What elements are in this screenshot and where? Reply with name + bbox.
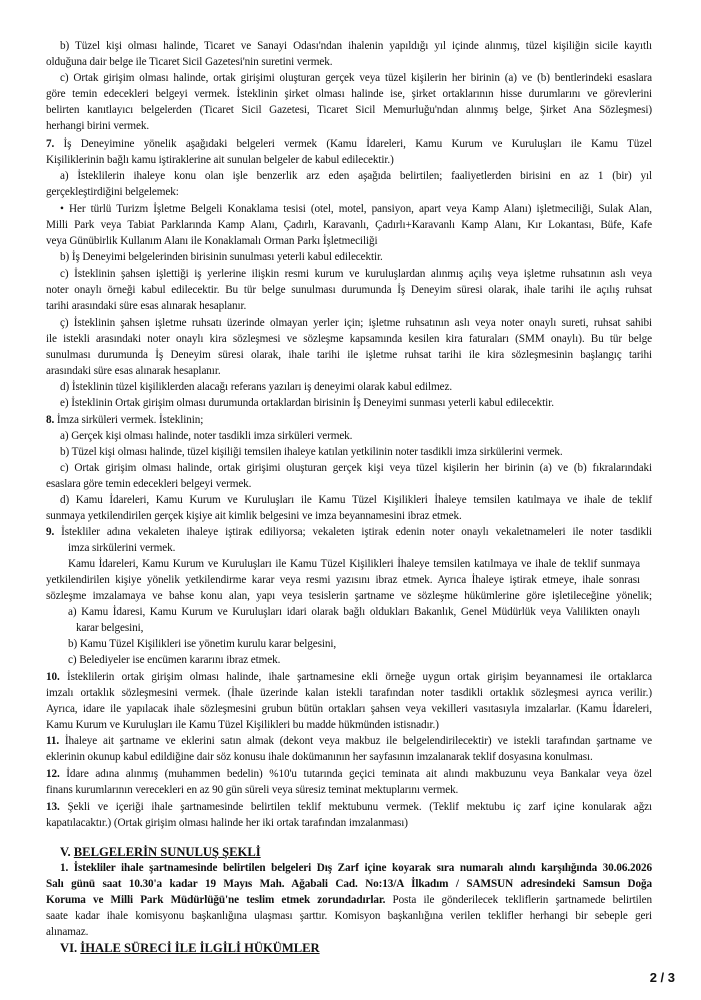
text-line [60,494,652,507]
bold-text: 9. [46,526,62,538]
section-heading-tender-process [60,941,320,956]
bold-text: Salı günü saat 10.30'a kadar 19 Mayıs Mah. Ağabali Cad. No:13/A İlkadım / SAMSUN adresindeki Samsun Doğa [46,878,652,890]
text-line [46,784,458,797]
text-line [46,910,652,923]
text: esaslara göre temin edecekleri belgeyi vermek. [46,478,252,490]
text-line [60,862,652,875]
text: b) İş Deneyimi belgelerinden birisinin sunulması yeterli kabul edilecektir. [60,251,383,263]
text: saate kadar ihale komisyonu başkanlığına ulaşması şarttır. Komisyon başkanlığına verilen teklifler herhangi bir sebeple geri [46,910,652,922]
text-line [46,414,203,427]
text: arasındaki süre esas alınarak hesaplanır. [46,365,221,377]
text-line [60,170,652,183]
text: Posta ile gönderilecek tekliflerin şartnamede belirtilen [392,894,652,906]
text: a) Kamu İdaresi, Kamu Kurum ve Kuruluşları idari olarak bağlı oldukları Bakanlık, Genel Müdürlük veya Valilikten onaylı [68,606,640,618]
text: karar belgesini, [76,622,144,634]
text-line [46,138,652,151]
bold-text: 11. [46,735,65,747]
text-line [46,120,149,133]
text: d) Kamu İdareleri, Kamu Kurum ve Kuruluşları ile Kamu Tüzel Kişilikleri İhaleye temsilen katılmaya ve ihale de teklif [60,494,652,506]
text: imzalı ortaklık sözleşmesini vermek. (İhale üzerinde kalan istekli tarafından noter tasdikli ortaklık sözleşmesi ayrıca verilir.) [46,687,652,699]
text-line [46,719,439,732]
text: alınamaz. [46,926,89,938]
bold-text: İstekliler ihale şartnamesinde belirtilen belgeleri Dış Zarf içine koyarak sıra numaralı alındı karşılığında 30.06.2026 [73,862,653,874]
text-line [46,104,652,117]
text-line [46,687,652,700]
page-number: 2 / 3 [649,970,675,985]
text-line [60,381,452,394]
bold-text: 1. [60,862,74,874]
text-line [46,333,652,346]
text-line [68,542,175,555]
text: ç) İsteklinin şahsen işletme ruhsatı üzerinde olmayan yerler için; işletme ruhsatının aslı veya noter onaylı sureti, ruhsat sahibi [60,317,652,329]
section-title: BELGELERİN SUNULUŞ ŞEKLİ [73,845,261,859]
text-line [46,671,652,684]
text-line [46,478,251,491]
text-line [46,284,652,297]
text: • Her türlü Turizm İşletme Belgeli Konaklama tesisi (otel, motel, pansiyon, apart veya Kamp Alanı) işletmeciliği, Sulak Alan, [60,203,652,215]
text: c) Belediyeler ise encümen kararını ibraz etmek. [68,654,281,666]
text: herhangi birini vermek. [46,120,150,132]
text-line [60,397,554,410]
text: ile istekli arasındaki noter onaylı kira sözleşmesi ve sözleşme kapsamında kesilen kira faturaları (SMM onaylı). Bu tür belge [46,333,652,345]
text: İsteklilerin ortak girişim olması halinde, ihale şartnamesine ekli örneğe uygun ortak girişim beyannamesi ile ortaklarca [67,671,652,683]
text-line [46,510,462,523]
section-title: İHALE SÜRECİ İLE İLGİLİ HÜKÜMLER [80,941,320,955]
text: belirten kanıtlayıcı belgelerden (Ticaret Sicil Gazetesi, Ticaret Sicil Memurluğu'ndan alınmış belge, Şirket Ana Sözleşmesi) [46,104,652,116]
text: İstekliler adına vekaleten ihaleye iştirak ediliyorsa; vekaleten iştirak edenin noter onaylı vekaletnameleri ile noter tasdikli [61,526,652,538]
text-line [68,654,280,667]
section-number: V. [60,845,74,859]
text-line [46,88,652,101]
text: İhaleye ait şartname ve eklerini satın almak (dekont veya makbuz ile belgelendirilecektir) ve istekli tarafından şartname ve [64,735,652,747]
text: d) İsteklinin tüzel kişiliklerden alacağı referans yazıları iş deneyimi olarak kabul edilmez. [60,381,453,393]
text-line [68,638,336,651]
text: sunulması durumunda İş Deneyim süresi olarak, ihale tarihi ile işletme ruhsat tarihi ile kira sözleşmesinin başlangıç tarihi [46,349,652,361]
text-line [60,430,352,443]
text: finans kurumlarının verecekleri en az 90 gün süreli veya süresiz teminat mektuplarını vermek. [46,784,459,796]
text: a) Gerçek kişi olması halinde, noter tasdikli imza sirküleri vermek. [60,430,353,442]
text-line [60,268,652,281]
text-line [46,219,652,232]
section-number: VI. [60,941,81,955]
text-line [46,186,179,199]
text: göre temin edecekleri belgeyi vermek. İsteklinin şirket olması halinde ise, şirket ortaklarının hisse durumlarını ve görevlerini [46,88,652,100]
bold-text: 8. [46,414,57,426]
text-line [46,768,652,781]
text-line [68,606,640,619]
text-line [46,801,652,814]
text: kapatılacaktır.) (Ortak girişim olması halinde her iki ortak tarafından imzalanması) [46,817,408,829]
text-line [46,926,88,939]
text-line [46,703,652,716]
text-line [60,72,652,85]
bold-text: 10. [46,671,68,683]
text: noter onaylı örneği kabul edilecektir. Bu tür belge sunulması durumunda İş Deneyim süresi olarak, ihale tarihi ile açılış ruhsat [46,284,652,296]
text: İdare adına alınmış (muhammen bedelin) %10'u tutarında geçici teminata ait alındı makbuzunu veya Bankalar veya özel [66,768,652,780]
text-line [60,462,652,475]
text: gerçekleştirdiğini belgelemek: [46,186,179,198]
text: Ayrıca, idare ile yapılacak ihale sözleşmesini grubun bütün ortakları şahsen veya vekilleri vasıtasıyla imzalarlar. (Kamu İdareleri, [46,703,652,715]
text: a) İsteklilerin ihaleye konu olan işle benzerlik arz eden aşağıda belirtilen; faaliyetlerden birisini en az 1 (bir) yıl [60,170,652,182]
text-line [76,622,143,635]
text: yetkilendirilen kişiye yönelik yetkilendirme karar veya resmi yazısını ibraz etmek. Ayrıca İhaleye iştirak etmeye, ihale sonrası [46,574,640,586]
text: c) Ortak girişim olması halinde, ortak girişimi oluşturan gerçek veya tüzel kişilerin her birinin (a) ve (b) bentlerindeki esaslara [60,72,652,84]
text-line [46,590,652,603]
text: Şekli ve içeriği ihale şartnamesinde belirtilen teklif mektubunu vermek. (Teklif mektubu iç zarf içine konularak ağzı [67,801,652,813]
text: Kamu Kurum ve Kuruluşları ile Kamu Tüzel Kişilikleri bu madde hükmünden istisnadır.) [46,719,439,731]
text-line [68,558,640,571]
text-line [46,878,652,891]
text: veya Günübirlik Kullanım Alanı ile Konaklamalı Orman Parkı İşletmeciliği [46,235,378,247]
text: sözleşme imzalamaya ve bahse konu alan, yapı veya tesislerin şartname ve sözleşme hükümlerine göre işletileceğine yönelik; [46,590,652,602]
text-line [46,349,652,362]
text-line [46,526,652,539]
text: c) Ortak girişim olması halinde, ortak girişimi oluşturan gerçek kişi veya tüzel kişilerin her birinin (a) ve (b) fıkralarındaki [60,462,652,474]
text-line [60,203,652,216]
text-line [46,56,332,69]
text-line [60,40,652,53]
text: b) Tüzel kişi olması halinde, tüzel kişiliği temsilen ihaleye katılan yetkilinin noter tasdikli imza sirkülerini vermek. [60,446,563,458]
bold-text: 12. [46,768,67,780]
section-heading-submission [60,845,261,860]
text: sunmaya yetkilendirilen gerçek kişiye ait kimlik belgesini ve imza beyannamesini ibraz etmek. [46,510,462,522]
bold-text: 7. [46,138,64,150]
text-line [46,365,221,378]
text: b) Kamu Tüzel Kişilikleri ise yönetim kurulu karar belgesini, [68,638,337,650]
text-line [46,574,640,587]
text-line [46,751,593,764]
text: Kamu İdareleri, Kamu Kurum ve Kuruluşları ile Kamu Tüzel Kişilikleri İhaleye temsilen katılmaya ve ihale de teklif sunmaya [68,558,640,570]
text: e) İsteklinin Ortak girişim olması durumunda ortaklardan birisinin İş Deneyimi sunması yeterli kabul edilecektir. [60,397,554,409]
text-line [46,894,652,907]
text: olduğuna dair belge ile Ticaret Sicil Gazetesi'nin suretini vermek. [46,56,333,68]
text: İmza sirküleri vermek. İsteklinin; [56,414,204,426]
text: İş Deneyimine yönelik aşağıdaki belgeleri vermek (Kamu İdareleri, Kamu Kurum ve Kuruluşları ile Kamu Tüzel [63,138,653,150]
bold-text: Koruma ve Milli Park Müdürlüğü'ne teslim etmek zorundadırlar. [46,894,393,906]
text: c) İsteklinin şahsen işlettiği iş yerlerine ilişkin resmi kurum ve kuruluşlardan alınmış açılış veya işletme ruhsatının aslı veya [60,268,652,280]
text-line [46,154,394,167]
text: b) Tüzel kişi olması halinde, Ticaret ve Sanayi Odası'ndan ihalenin yapıldığı yıl içinde alınmış, tüzel kişiliğin sicile kayıtlı [60,40,652,52]
text-line [46,735,652,748]
text-line [46,300,246,313]
text-line [60,317,652,330]
text-line [46,817,408,830]
text-line [60,251,383,264]
text-line [60,446,563,459]
text-line [46,235,377,248]
text: Kişiliklerinin bağlı kamu iştiraklerine ait sunulan belgeler de kabul edilecektir.) [46,154,394,166]
text: imza sirkülerini vermek. [68,542,176,554]
bold-text: 13. [46,801,68,813]
text: Milli Park veya Tabiat Parklarında Kamp Alanı, Çadırlı, Karavanlı, Çadırlı+Karavanlı Kamp Alanı, Kır Lokantası, Büfe, Kafe [46,219,652,231]
text: tarihi arasındaki süre esas alınarak hesaplanır. [46,300,247,312]
text: eklerinin okunup kabul edildiğine dair söz konusu ihale dokümanının her sayfasının imzalanarak teklif dosyasına konulması. [46,751,593,763]
